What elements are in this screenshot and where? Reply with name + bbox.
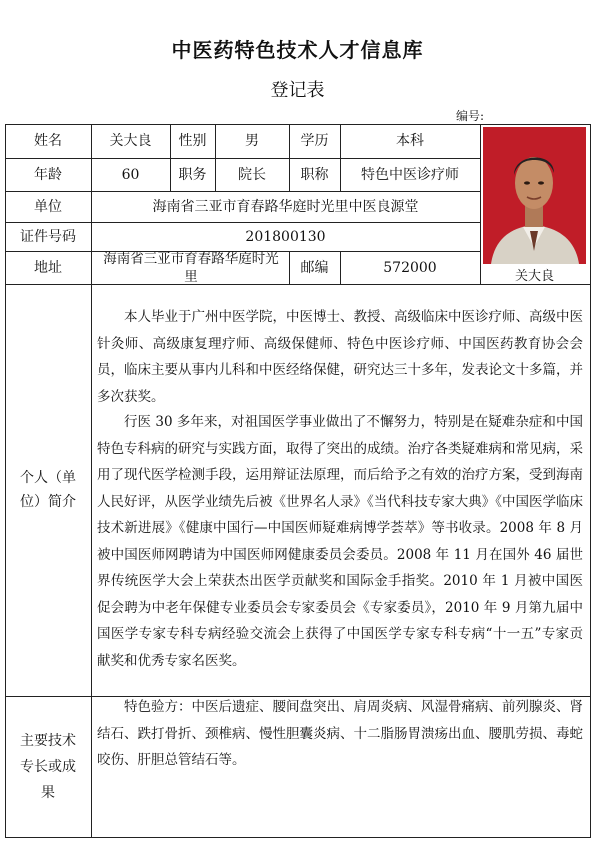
intro-paragraph-1: 本人毕业于广州中医学院，中医博士、教授、高级临床中医诊疗师、高级中医针灸师、高级康复理疗师、高级保健师、特色中医诊疗师、中国医药教育协会会员，临床主要从事内儿科和中医经络保健，研究达三十多年，发表论文十多篇，并多次获奖。 [97,309,583,405]
job-title-value: 特色中医诊疗师 [361,166,459,183]
education-label: 学历 [300,133,329,149]
intro-paragraph-2: 行医 30 多年来，对祖国医学事业做出了不懈努力，特别是在疑难杂症和中国特色专科病的研究与实践方面，取得了突出的成绩。治疗各类疑难病和常见病，采用了现代医学检测手段，运用辩证法原理，而后给予之有效的治疗方案，受到海南人民好评，从医学业绩先后被《世界名人录》《当代科技专家大典》《中国医学临床技术新进展》《健康中国行—中国医师疑难病博学荟萃》等书收录。2008 年 8 月被中国医师网聘请为中国医师网健康委员会委员。2008 年 11 月在国外 46 届世界传统医学大会上荣获杰出医学贡献奖和国际金手指奖。2010 年 1 月被中国医促会聘为中老年保健专业委员会专家委员会《专家委员》，2010 年 9 月第九届中国医学专家专科专病经验交流会上获得了中国医学专家专科专病“十一五”专家贡献奖和优秀专家名医奖。 [97,414,583,669]
age-value: 60 [121,166,140,183]
photo-area [483,127,586,284]
document-subtitle: 登记表 [270,80,325,101]
age-label: 年龄 [34,166,62,183]
intro-label: 个人（单位）简介 [20,470,76,510]
serial-number-label: 编号: [456,109,485,123]
job-title-label: 职称 [300,166,329,183]
unit-label: 单位 [34,198,62,215]
address-value: 海南省三亚市育春路华庭时光里 [103,250,279,285]
gender-value: 男 [245,133,259,149]
expertise-label: 主要技术专长或成果 [20,732,76,801]
gender-label: 性别 [178,133,207,149]
photo-caption: 关大良 [514,269,554,284]
certificate-value: 201800130 [245,228,326,245]
portrait-photo [483,127,586,264]
name-label: 姓名 [34,133,62,149]
position-value: 院长 [238,166,266,183]
position-label: 职务 [178,166,207,183]
unit-value: 海南省三亚市育春路华庭时光里中医良源堂 [152,198,419,215]
name-value: 关大良 [109,133,152,149]
expertise-paragraph: 特色验方：中医后遗症、腰间盘突出、肩周炎病、风湿骨痛病、前列腺炎、肾结石、跌打骨折、颈椎病、慢性胆囊炎病、十二脂肠胃溃疡出血、腰肌劳损、毒蛇咬伤、肝胆总管结石等。 [97,699,583,768]
document-title: 中医药特色技术人才信息库 [171,38,424,62]
education-value: 本科 [396,133,424,149]
registration-table [5,124,591,838]
certificate-label: 证件号码 [20,228,76,245]
address-label: 地址 [34,259,62,276]
postcode-label: 邮编 [300,259,329,276]
postcode-value: 572000 [383,259,437,276]
